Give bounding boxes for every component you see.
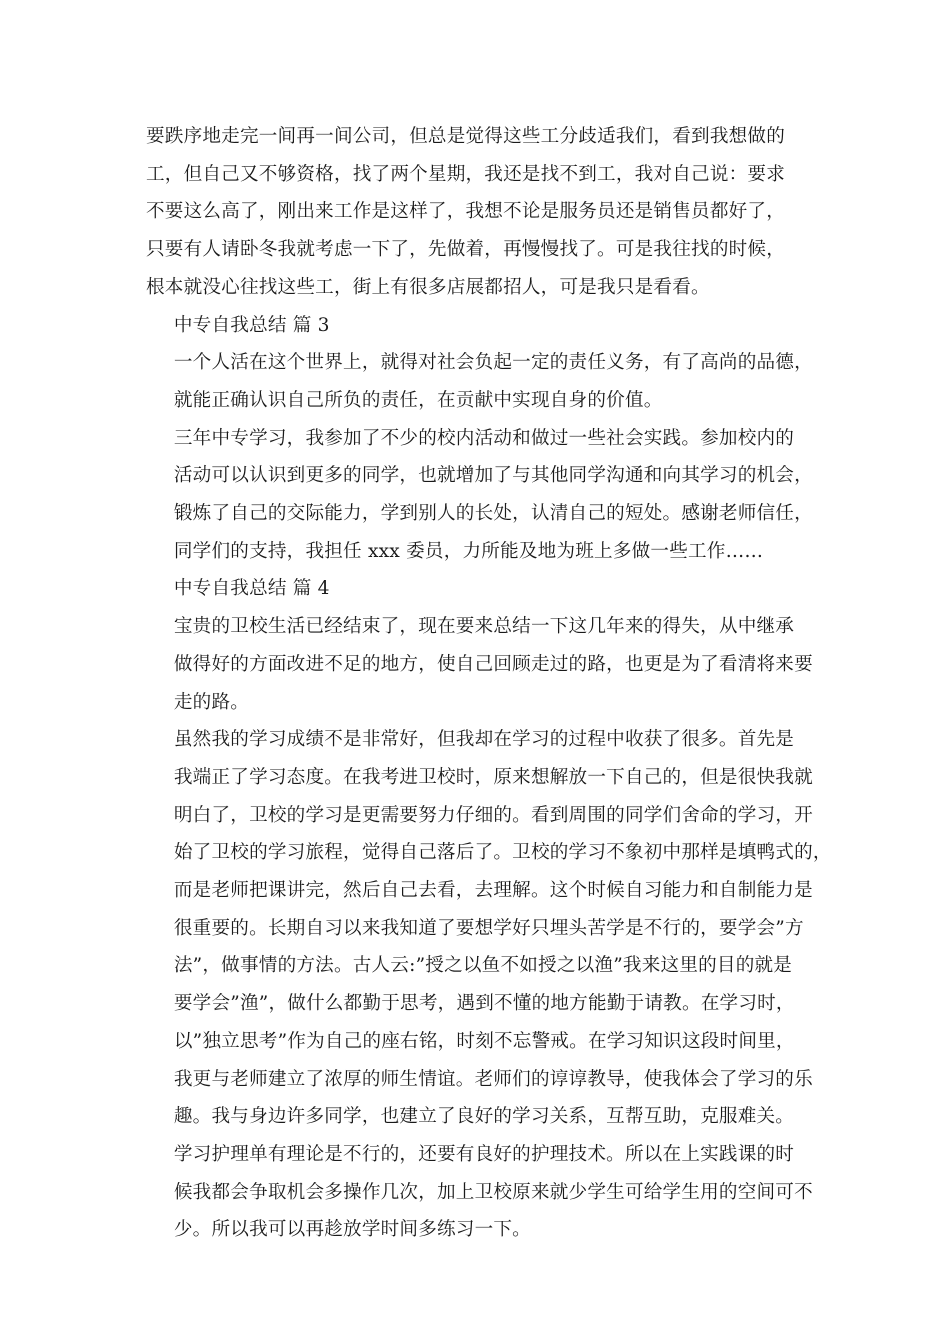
- text-line: 很重要的。长期自习以来我知道了要想学好只埋头苦学是不行的，要学会”方: [173, 917, 804, 939]
- text-line: 我更与老师建立了浓厚的师生情谊。老师们的谆谆教导，使我体会了学习的乐: [173, 1068, 813, 1090]
- text-line: 虽然我的学习成绩不是非常好，但我却在学习的过程中收获了很多。首先是: [173, 729, 795, 751]
- text-line: 候我都会争取机会多操作几次，加上卫校原来就少学生可给学生用的空间可不: [173, 1181, 813, 1203]
- text-line: 不要这么高了，刚出来工作是这样了，我想不论是服务员还是销售员都好了，: [146, 201, 785, 223]
- text-line: 锻炼了自己的交际能力，学到别人的长处，认清自己的短处。感谢老师信任，: [173, 503, 813, 525]
- paragraph: [146, 1136, 816, 1249]
- section-heading: 中专自我总结 篇 3: [173, 314, 330, 336]
- text-line: 宝贵的卫校生活已经结束了，现在要来总结一下这几年来的得失，从中继承: [173, 616, 795, 638]
- text-line: 同学们的支持，我担任 xxx 委员，力所能及地为班上多做一些工作……: [173, 540, 764, 562]
- text-line: 我端正了学习态度。在我考进卫校时，原来想解放一下自己的，但是很快我就: [173, 766, 813, 788]
- paragraph: [146, 721, 832, 1136]
- text-line: 学习护理单有理论是不行的，还要有良好的护理技术。所以在上实践课的时: [173, 1143, 795, 1165]
- text-line: 明白了，卫校的学习是更需要努力仔细的。看到周围的同学们舍命的学习，开: [173, 804, 813, 826]
- text-line: 要跌序地走完一间再一间公司，但总是觉得这些工分歧适我们，看到我想做的: [146, 126, 785, 147]
- text-line: 少。所以我可以再趁放学时间多练习一下。: [173, 1219, 531, 1241]
- text-line: 根本就没心往找这些工，街上有很多店展都招人，可是我只是看看。: [146, 276, 710, 298]
- text-line: 活动可以认识到更多的同学，也就增加了与其他同学沟通和向其学习的机会，: [173, 465, 813, 487]
- text-line: 只要有人请卧冬我就考虑一下了，先做着，再慢慢找了。可是我往找的时候，: [146, 239, 785, 261]
- text-line: 法”，做事情的方法。古人云:”授之以鱼不如授之以渔”我来这里的目的就是: [173, 955, 793, 977]
- paragraph: [146, 420, 816, 571]
- text-line: 趣。我与身边许多同学，也建立了良好的学习关系，互帮互助，克服难关。: [173, 1106, 795, 1128]
- text-line: 始了卫校的学习旅程，觉得自己落后了。卫校的学习不象初中那样是填鸭式的，: [173, 842, 832, 864]
- paragraph: [146, 344, 816, 419]
- text-line: 就能正确认识自己所负的责任，在贡献中实现自身的价值。: [173, 389, 663, 411]
- document-body: [146, 118, 832, 1249]
- paragraph: [146, 608, 816, 721]
- text-line: 三年中专学习，我参加了不少的校内活动和做过一些社会实践。参加校内的: [173, 427, 795, 449]
- section-heading: 中专自我总结 篇 4: [173, 578, 330, 600]
- text-line: 走的路。: [173, 691, 250, 713]
- text-line: 而是老师把课讲完，然后自己去看，去理解。这个时候自习能力和自制能力是: [173, 880, 813, 902]
- paragraph: [146, 118, 816, 307]
- text-line: 要学会”渔”，做什么都勤于思考，遇到不懂的地方能勤于请教。在学习时，: [173, 993, 795, 1015]
- text-line: 做得好的方面改进不足的地方，使自己回顾走过的路，也更是为了看清将来要: [173, 653, 813, 675]
- text-line: 一个人活在这个世界上，就得对社会负起一定的责任义务，有了高尚的品德，: [173, 352, 813, 374]
- text-line: 工，但自己又不够资格，找了两个星期，我还是找不到工，我对自己说：要求: [146, 163, 785, 185]
- text-line: 以”独立思考”作为自己的座右铭，时刻不忘警戒。在学习知识这段时间里，: [173, 1030, 795, 1052]
